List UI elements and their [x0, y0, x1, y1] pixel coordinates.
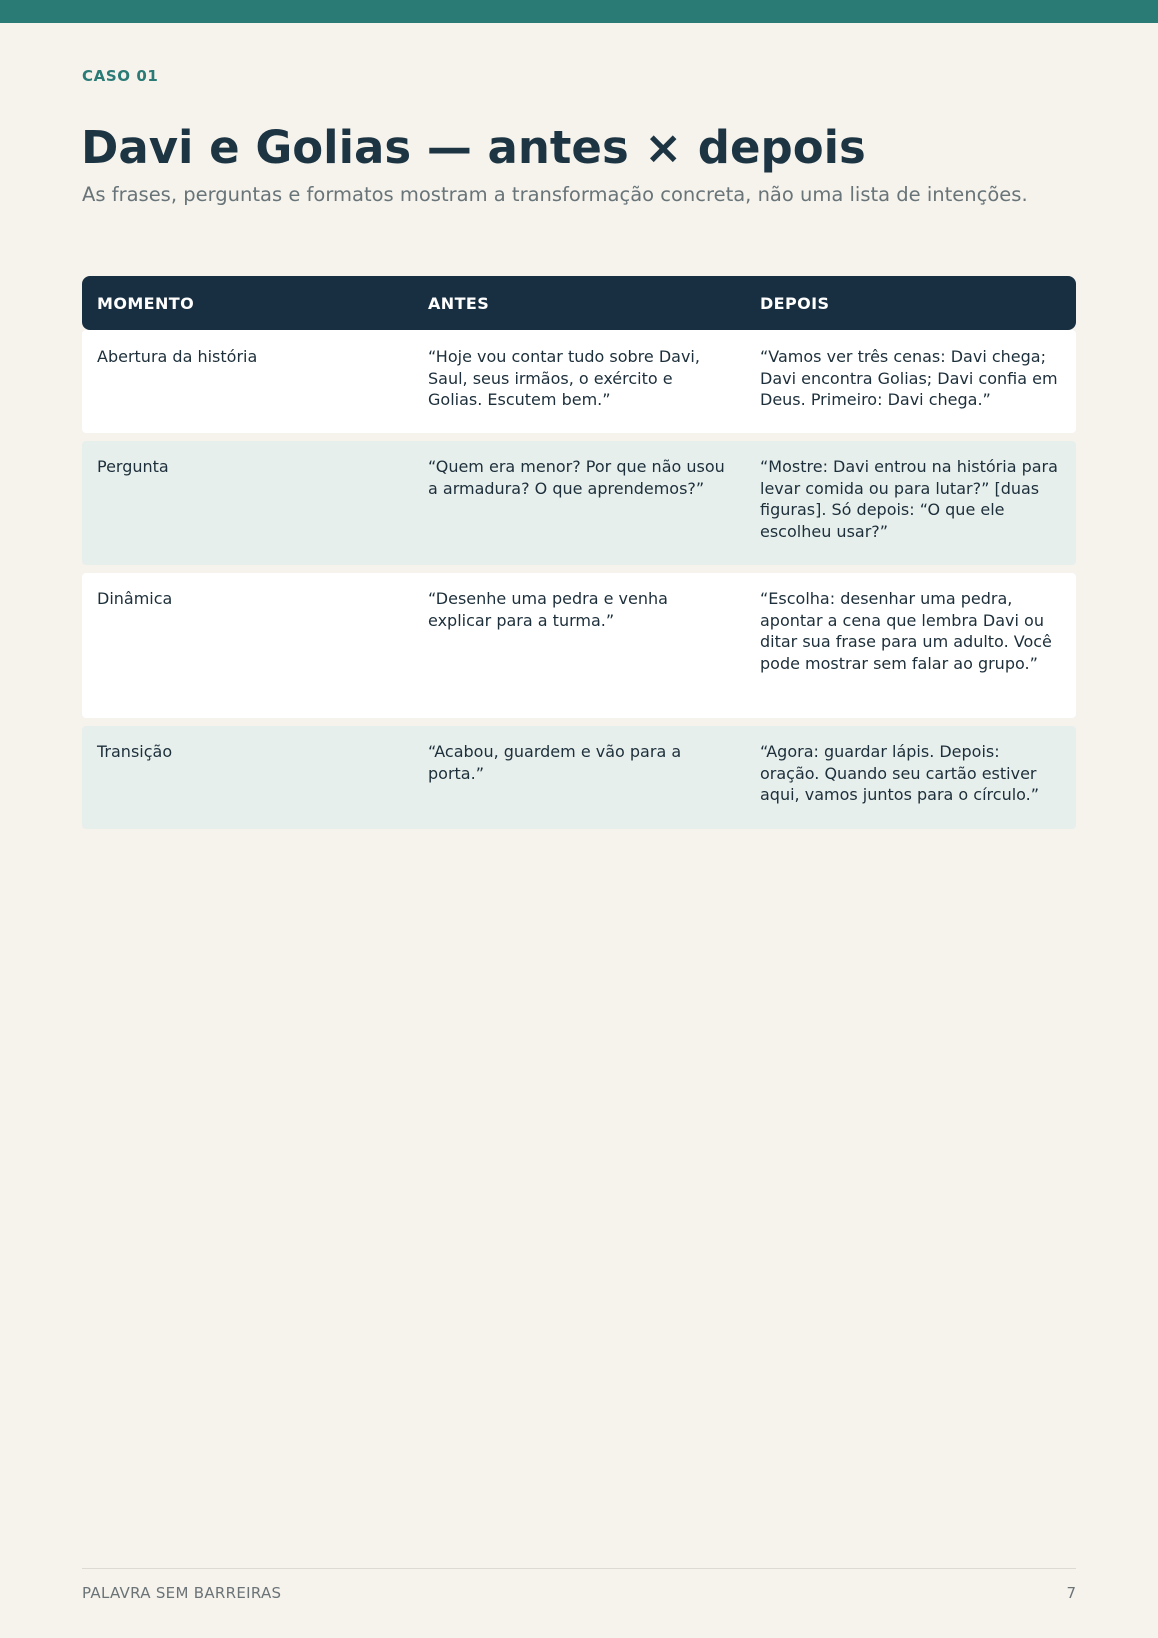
cell-antes: “Hoje vou contar tudo sobre Davi, Saul, seus irmãos, o exército e Golias. Escutem bem.”	[428, 347, 700, 409]
cell-depois: “Escolha: desenhar uma pedra, apontar a cena que lembra Davi ou ditar sua frase para um adulto. Você pode mostrar sem falar ao grupo.”	[760, 589, 1052, 673]
cell-antes: “Quem era menor? Por que não usou a armadura? O que aprendemos?”	[428, 457, 725, 498]
cell-momento: Transição	[97, 742, 173, 761]
page-subtitle: As frases, perguntas e formatos mostram a transformação concreta, não uma lista de intenções.	[82, 183, 1028, 206]
page-title: Davi e Golias — antes × depois	[81, 121, 866, 174]
cell-depois: “Vamos ver três cenas: Davi chega; Davi encontra Golias; Davi confia em Deus. Primeiro: Davi chega.”	[760, 347, 1058, 409]
cell-antes: “Desenhe uma pedra e venha explicar para a turma.”	[428, 589, 668, 630]
case-label: CASO 01	[82, 67, 159, 85]
cell-momento: Dinâmica	[97, 589, 173, 608]
header-depois: DEPOIS	[760, 293, 830, 313]
table-row	[82, 330, 1076, 433]
table-header	[82, 276, 1076, 330]
header-momento: MOMENTO	[97, 293, 195, 313]
cell-depois: “Agora: guardar lápis. Depois: oração. Quando seu cartão estiver aqui, vamos juntos para o círculo.”	[760, 742, 1040, 804]
cell-momento: Abertura da história	[97, 347, 258, 366]
footer-brand: PALAVRA SEM BARREIRAS	[82, 1584, 282, 1602]
table-row	[82, 573, 1076, 718]
cell-depois: “Mostre: Davi entrou na história para levar comida ou para lutar?” [duas figuras]. Só depois: “O que ele escolheu usar?”	[760, 457, 1058, 541]
footer-divider	[82, 1568, 1076, 1569]
comparison-table	[82, 276, 1076, 837]
table-row	[82, 726, 1076, 829]
header-antes: ANTES	[428, 293, 490, 313]
cell-antes: “Acabou, guardem e vão para a porta.”	[428, 742, 682, 783]
top-accent-bar	[0, 0, 1158, 23]
table-row	[82, 441, 1076, 565]
cell-momento: Pergunta	[97, 457, 169, 476]
page-number: 7	[1066, 1584, 1076, 1602]
